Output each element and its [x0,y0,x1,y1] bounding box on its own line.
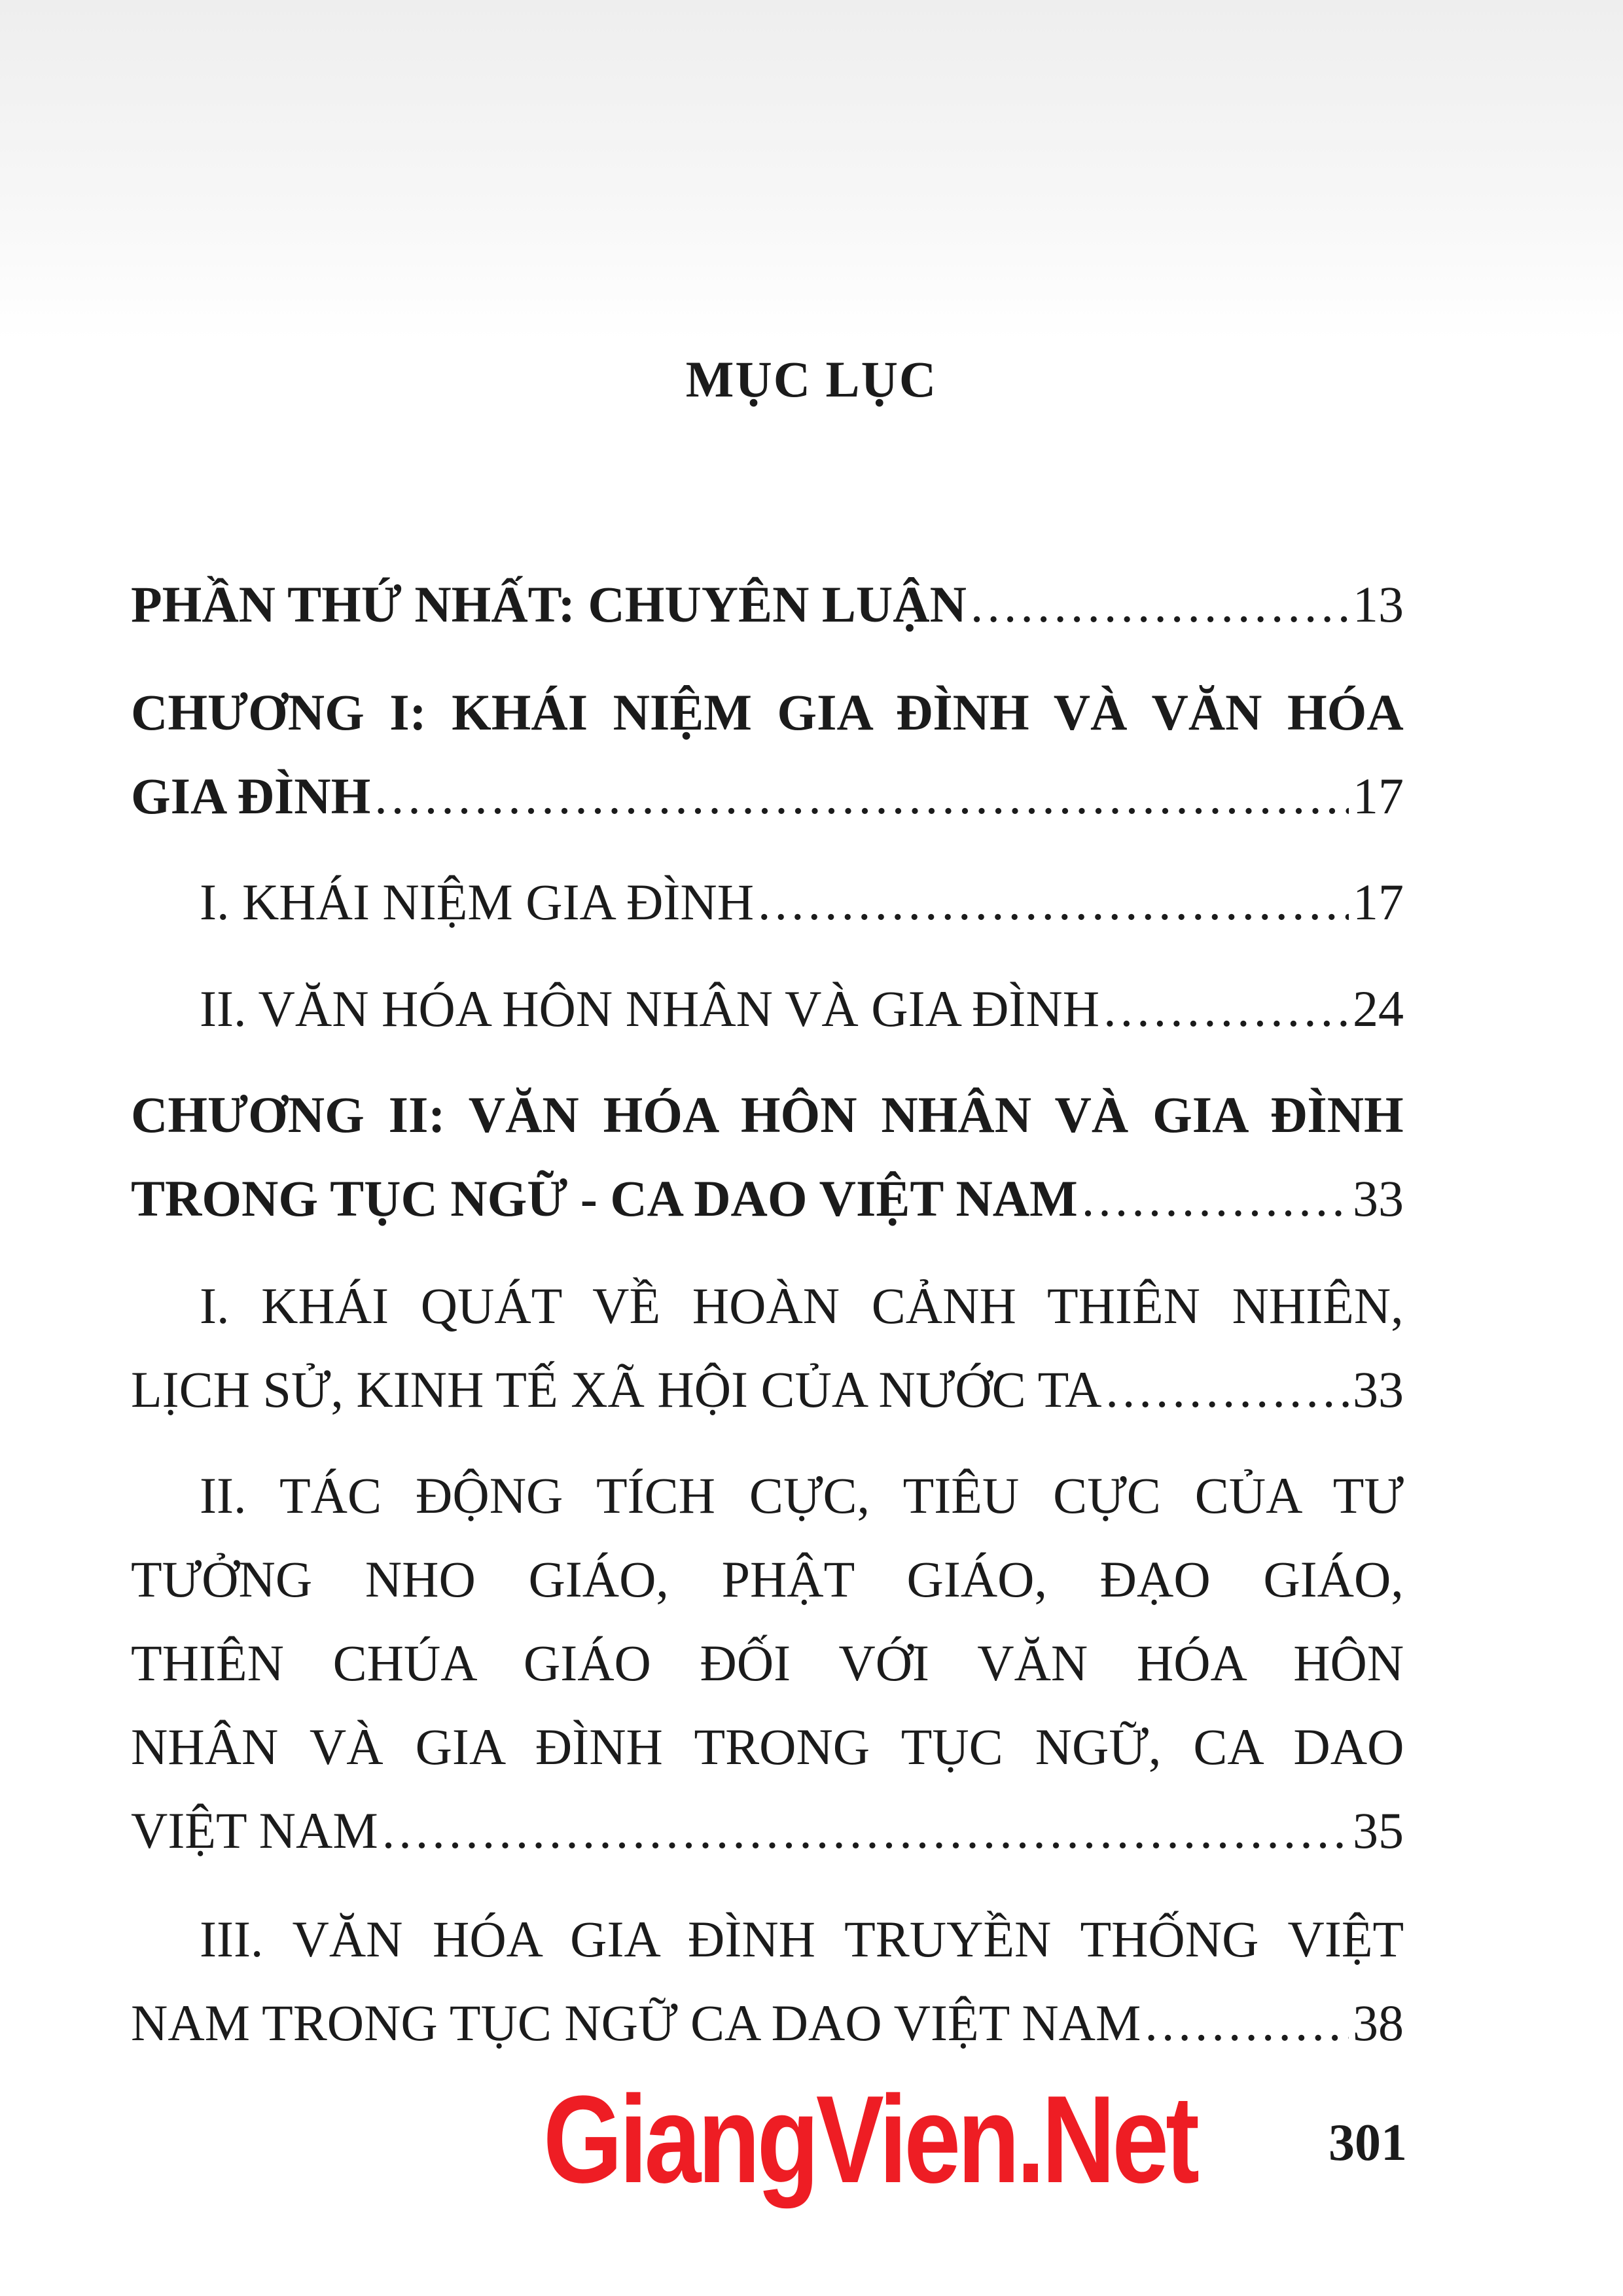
toc-entry-line [131,671,1404,754]
toc-page-number: 13 [1353,576,1404,633]
toc-entry-text: GIA ĐÌNH [131,768,371,824]
toc-entry-text: I. KHÁI NIỆM GIA ĐÌNH [200,874,755,930]
dot-leader [1082,1157,1349,1241]
toc-entry-section-2-2[interactable] [131,1454,1404,1873]
page-number: 301 [1329,2114,1407,2172]
toc-entry-text: II. VĂN HÓA HÔN NHÂN VÀ GIA ĐÌNH [200,980,1100,1037]
toc-entry-chapter-one[interactable] [131,671,1404,838]
toc-entry-text: VIỆT NAM [131,1802,378,1859]
toc-entry-section-2-1[interactable] [131,1264,1404,1432]
dot-leader [1103,967,1349,1051]
toc-entry-text: I. KHÁI QUÁT VỀ HOÀN CẢNH THIÊN NHIÊN, [200,1277,1404,1334]
watermark-text: GiangVien.Net [543,2070,1197,2209]
toc-entry-chapter-two[interactable] [131,1073,1404,1241]
scan-shadow [0,0,1623,340]
toc-page-number: 24 [1353,980,1404,1037]
page-title: MỤC LỤC [685,351,938,408]
toc-entry-section-2-3[interactable] [131,1898,1404,2065]
toc-page-number: 17 [1353,768,1404,824]
toc-entry-text: CHƯƠNG II: VĂN HÓA HÔN NHÂN VÀ GIA ĐÌNH [131,1086,1404,1143]
toc-entry-text: TRONG TỤC NGỮ - CA DAO VIỆT NAM [131,1170,1078,1227]
toc-entry-text: NAM TRONG TỤC NGỮ CA DAO VIỆT NAM [131,1994,1141,2051]
toc-entry-text: NHÂN VÀ GIA ĐÌNH TRONG TỤC NGỮ, CA DAO [131,1718,1404,1775]
toc-entry-text: PHẦN THỨ NHẤT: CHUYÊN LUẬN [131,576,967,633]
dot-leader [758,860,1349,944]
toc-page-number: 17 [1353,874,1404,930]
toc-entry-text: TƯỞNG NHO GIÁO, PHẬT GIÁO, ĐẠO GIÁO, [131,1551,1404,1608]
dot-leader [1145,1981,1349,2065]
dot-leader [1105,1348,1349,1432]
dot-leader [971,563,1349,646]
toc-entry-section-1-1[interactable] [131,860,1404,944]
toc-entry-part-one[interactable] [131,563,1404,646]
toc-entry-text: LỊCH SỬ, KINH TẾ XÃ HỘI CỦA NƯỚC TA [131,1361,1102,1418]
toc-entry-text: THIÊN CHÚA GIÁO ĐỐI VỚI VĂN HÓA HÔN [131,1634,1404,1691]
toc-page-number: 33 [1353,1361,1404,1418]
toc-entry-text: II. TÁC ĐỘNG TÍCH CỰC, TIÊU CỰC CỦA TƯ [200,1467,1404,1524]
toc-page-number: 33 [1353,1170,1404,1227]
dot-leader [382,1789,1349,1873]
toc-entry-text: III. VĂN HÓA GIA ĐÌNH TRUYỀN THỐNG VIỆT [200,1911,1404,1968]
toc-entry-section-1-2[interactable] [131,967,1404,1051]
dot-leader [374,754,1349,838]
toc-page-number: 35 [1353,1802,1404,1859]
toc-page-number: 38 [1353,1994,1404,2051]
toc-entry-text: CHƯƠNG I: KHÁI NIỆM GIA ĐÌNH VÀ VĂN HÓA [131,684,1404,741]
